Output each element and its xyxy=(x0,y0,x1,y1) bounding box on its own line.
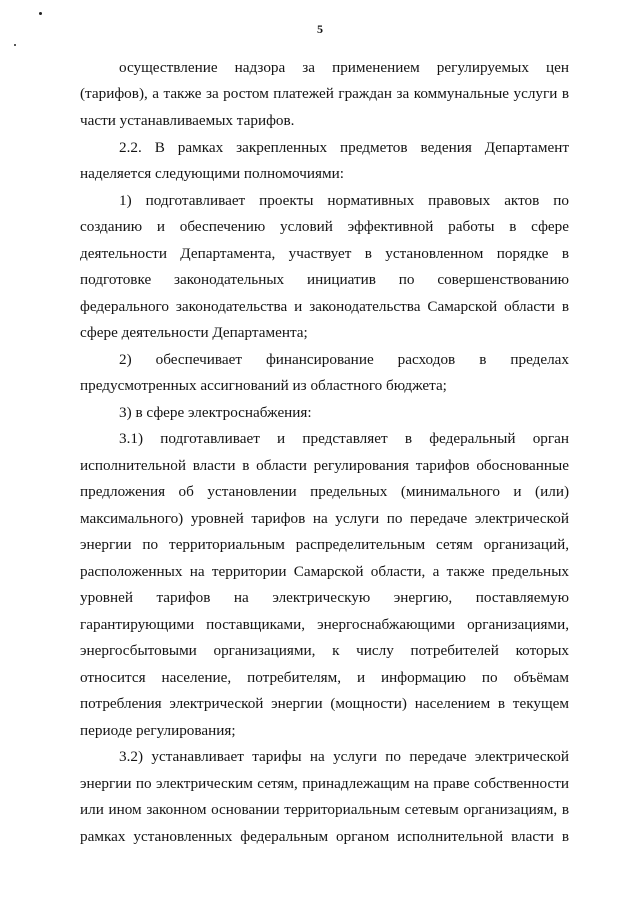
text-line: 1) подготавливает проекты нормативных правовых актов по xyxy=(119,192,569,209)
text-line: 2) обеспечивает финансирование расходов в пределах xyxy=(119,351,569,368)
text-line: федерального законодательства и законодательства Самарской области в xyxy=(80,298,569,315)
text-line: энергосбытовыми организациями, к числу потребителей которых xyxy=(80,642,569,659)
text-line: рамках установленных федеральным органом исполнительной власти в xyxy=(80,828,569,845)
text-line: части устанавливаемых тарифов. xyxy=(80,112,295,129)
text-line: (тарифов), а также за ростом платежей граждан за коммунальные услуги в xyxy=(80,85,569,102)
page-number: 5 xyxy=(317,22,323,36)
text-line: 3) в сфере электроснабжения: xyxy=(119,404,312,421)
text-line: 3.2) устанавливает тарифы на услуги по передаче электрической xyxy=(119,748,569,765)
text-line: предусмотренных ассигнований из областного бюджета; xyxy=(80,377,447,394)
text-line: наделяется следующими полномочиями: xyxy=(80,165,344,182)
text-line: исполнительной власти в области регулирования тарифов обоснованные xyxy=(80,457,569,474)
text-line: уровней тарифов на электрическую энергию, поставляемую xyxy=(80,589,569,606)
text-line: периоде регулирования; xyxy=(80,722,236,739)
text-line: максимального) уровней тарифов на услуги по передаче электрической xyxy=(80,510,569,527)
scan-speck xyxy=(39,12,42,15)
text-line: потребления электрической энергии (мощности) населением в текущем xyxy=(80,695,569,712)
text-line: расположенных на территории Самарской области, а также предельных xyxy=(80,563,569,580)
scan-speck xyxy=(14,44,16,46)
text-line: подготовке законодательных инициатив по совершенствованию xyxy=(80,271,569,288)
text-line: созданию и обеспечению условий эффективной работы в сфере xyxy=(80,218,569,235)
text-line: осуществление надзора за применением регулируемых цен xyxy=(119,59,569,76)
text-line: деятельности Департамента, участвует в установленном порядке в xyxy=(80,245,569,262)
text-line: энергии по электрическим сетям, принадлежащим на праве собственности xyxy=(80,775,569,792)
text-line: энергии по территориальным распределительным сетям организаций, xyxy=(80,536,569,553)
text-line: предложения об установлении предельных (минимального и (или) xyxy=(80,483,569,500)
text-line: 3.1) подготавливает и представляет в федеральный орган xyxy=(119,430,569,447)
text-line: относится население, потребителям, и информацию по объёмам xyxy=(80,669,569,686)
text-line: гарантирующими поставщиками, энергоснабжающими организациями, xyxy=(80,616,569,633)
text-line: 2.2. В рамках закрепленных предметов ведения Департамент xyxy=(119,139,569,156)
text-line: или ином законном основании территориальным сетевым организациям, в xyxy=(80,801,569,818)
text-line: сфере деятельности Департамента; xyxy=(80,324,308,341)
